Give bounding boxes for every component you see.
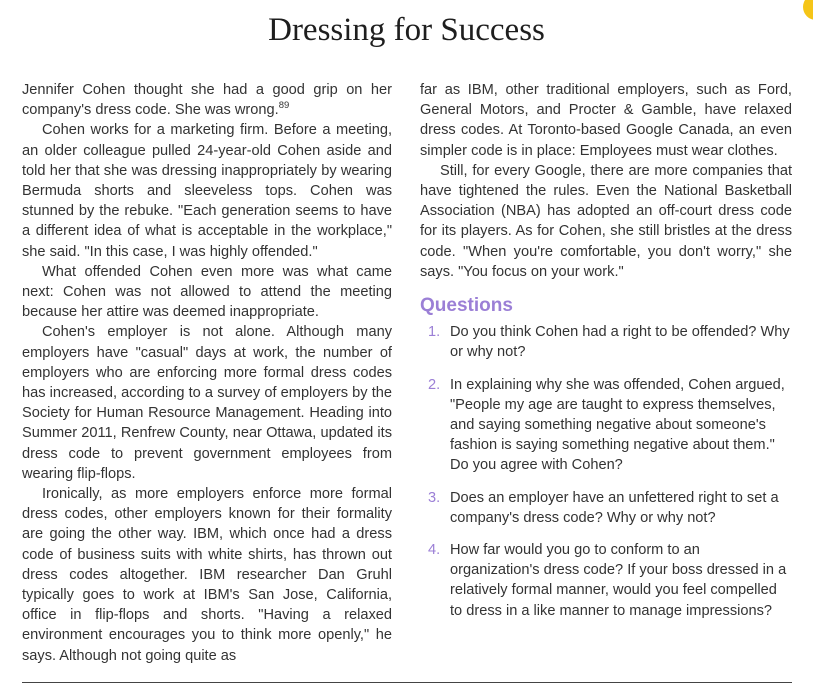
question-item-2 (420, 375, 792, 476)
page-title: Dressing for Success (268, 12, 545, 48)
paragraph-5: Ironically, as more employers enforce more formal dress codes, other employers known for their formality are going the other way. IBM, which once had a dress code of business suits with white shirts, has thrown out dress codes altogether. IBM researcher Dan Gruhl typically goes to work at IBM's San Jose, California, office in flip-flops and shorts. "Having a relaxed environment encourages you to think more openly," he says. Although not going quite as (22, 486, 392, 664)
left-column (22, 80, 392, 666)
question-text: Do you think Cohen had a right to be offended? Why or why not? (450, 324, 790, 361)
question-number: 2. (428, 376, 441, 393)
question-item-1 (420, 322, 792, 362)
paragraph-3: What offended Cohen even more was what came next: Cohen was not allowed to attend the meeting because her attire was deemed inappropriate. (22, 263, 392, 321)
question-item-3 (420, 488, 792, 528)
paragraph-1 (22, 80, 392, 120)
paragraph-7: Still, for every Google, there are more companies that have tightened the rules. Even the National Basketball Association (NBA) has adopted an off-court dress code for its players. As for Cohen, she still bristles at the dress code. "When you're comfortable, you don't worry," she says. "You focus on your work." (420, 162, 792, 280)
question-number: 4. (428, 542, 441, 559)
paragraph-1-text: Jennifer Cohen thought she had a good grip on her company's dress code. She was wrong. (22, 82, 392, 119)
paragraph-2: Cohen works for a marketing firm. Before a meeting, an older colleague pulled 24-year-old Cohen aside and told her that she was dressing inappropriately by wearing Bermuda shorts and sleeveless tops. Cohen was stunned by the rebuke. "Each generation seems to have a different idea of what is acceptable in the workplace," she said. "In this case, I was highly offended." (22, 122, 392, 260)
question-text: How far would you go to conform to an organization's dress code? If your boss dressed in a relatively formal manner, would you feel compelled to dress in a like manner to manage impressions? (450, 542, 787, 619)
questions-list (420, 322, 792, 621)
question-number: 1. (428, 324, 441, 341)
questions-heading: Questions (420, 295, 513, 317)
paragraph-4: Cohen's employer is not alone. Although many employers have "casual" days at work, the number of employers who are enforcing more formal dress codes has increased, according to a survey of employers by the Society for Human Resource Management. Heading into Summer 2011, Renfrew County, near Ottawa, updated its dress code to prevent government employees from wearing flip-flops. (22, 324, 392, 482)
question-item-4 (420, 540, 792, 621)
paragraph-6: far as IBM, other traditional employers, such as Ford, General Motors, and Procter & Gamble, have relaxed dress codes. At Toronto-based Google Canada, an even simpler code is in place: Employees must wear clothes. (420, 82, 792, 159)
question-number: 3. (428, 489, 441, 506)
right-column (420, 80, 792, 633)
bottom-divider (22, 682, 792, 683)
footnote-ref: 89 (278, 100, 290, 112)
question-text: Does an employer have an unfettered right to set a company's dress code? Why or why not? (450, 489, 779, 526)
question-text: In explaining why she was offended, Cohen argued, "People my age are taught to express themselves, and saying something negative about someone's fashion is saying something negative about them." Do you agree with Cohen? (450, 376, 785, 474)
